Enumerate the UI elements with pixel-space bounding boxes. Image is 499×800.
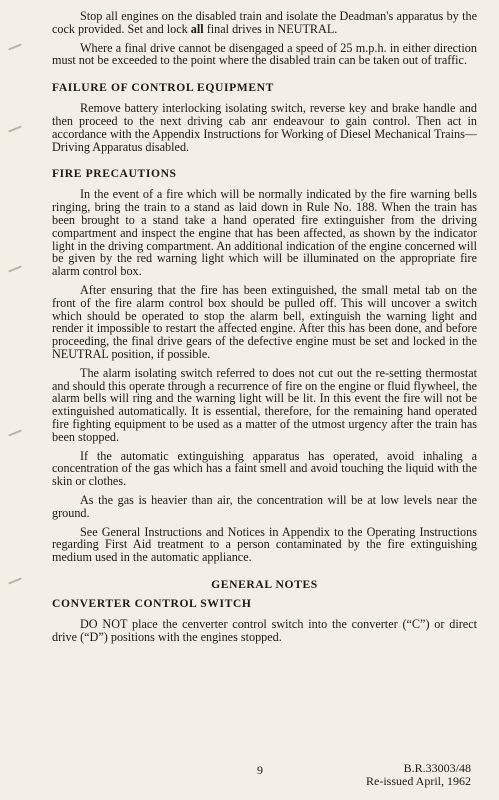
converter-section [52, 597, 477, 644]
section-heading-fire: FIRE PRECAUTIONS [52, 167, 177, 181]
margin-mark [8, 429, 22, 436]
failure-paragraph: Remove battery interlocking isolating switch, reverse key and brake handle and then proceed to the next driving cab anr endeavour to gain control. Then act in accordance with the Appendix Instructions for Working of Diesel Mechanical Trains—Driving Apparatus disabled. [52, 101, 477, 154]
paragraph-text: Stop all engines on the disabled train and isolate the Deadman's apparatus by the cock provided. Set and lock [52, 9, 477, 36]
bold-word: all [190, 21, 204, 36]
failure-section [52, 81, 477, 153]
fire-paragraph-6: See General Instructions and Notices in Appendix to the Operating Instructions regarding First Aid treatment to a person contaminated by the fire extinguishing medium used in the automatic appliance. [52, 524, 477, 565]
fire-paragraph-4: If the automatic extinguishing apparatus has operated, avoid inhaling a concentration of the gas which has a faint smell and avoid touching the liquid with the skin or clothes. [52, 448, 477, 489]
fire-paragraph-3: The alarm isolating switch referred to does not cut out the re-setting thermostat and should this operate through a recurrence of fire on the engine or fluid flywheel, the alarm bells will ring and the warning light will be lit. In this event the fire will not be extinguished automatically. It is essential, therefore, for the remaining hand operated fire fighting equipment to be used as a matter of the utmost urgency after the train has been stopped. [52, 365, 477, 444]
neutral-paragraph-2: Where a final drive cannot be disengaged a speed of 25 m.p.h. in either direction must not be exceeded to the point where the disabled train can be taken out of traffic. [52, 40, 477, 68]
paragraph-text: final drives in NEUTRAL. [203, 21, 338, 36]
margin-mark [8, 577, 22, 584]
neutral-paragraph-1 [52, 10, 477, 36]
neutral-section [52, 10, 477, 67]
section-heading-failure: FAILURE OF CONTROL EQUIPMENT [52, 81, 274, 95]
margin-mark [8, 265, 22, 272]
general-notes-heading: GENERAL NOTES [211, 577, 318, 591]
page-footer [52, 760, 477, 794]
fire-section [52, 167, 477, 564]
reissue-date: Re-issued April, 1962 [366, 774, 471, 788]
margin-mark [8, 125, 22, 132]
fire-paragraph-2: After ensuring that the fire has been extinguished, the small metal tab on the front of the fire alarm control box should be pulled off. This will uncover a switch which should be operated to stop the alarm bell, extinguish the warning light and render it impossible to restart the affected engine. After this has been done, and before proceeding, the final drive gears of the defective engine must be set and locked in the NEUTRAL position, if possible. [52, 282, 477, 361]
converter-paragraph: DO NOT place the cenverter control switch into the converter (“C”) or direct drive (“D”) positions with the engines stopped. [52, 616, 477, 644]
page-number: 9 [257, 763, 263, 777]
fire-paragraph-5: As the gas is heavier than air, the concentration will be at low levels near the ground. [52, 492, 477, 520]
doc-ref-number: B.R.33003/48 [403, 761, 471, 775]
section-heading-converter: CONVERTER CONTROL SWITCH [52, 596, 252, 610]
margin-mark [8, 43, 22, 50]
fire-paragraph-1: In the event of a fire which will be normally indicated by the fire warning bells ringing, bring the train to a stand as laid down in Rule No. 188. When the train has been brought to a stand take a hand operated fire extinguisher from the driving compartment and inspect the engine that has been affected, as shown by the indicator light in the driving compartment. An additional indication of the engine concerned will be given by the red warning light which will be illuminated on the appropriate fire alarm control box. [52, 187, 477, 279]
document-reference [366, 762, 471, 788]
